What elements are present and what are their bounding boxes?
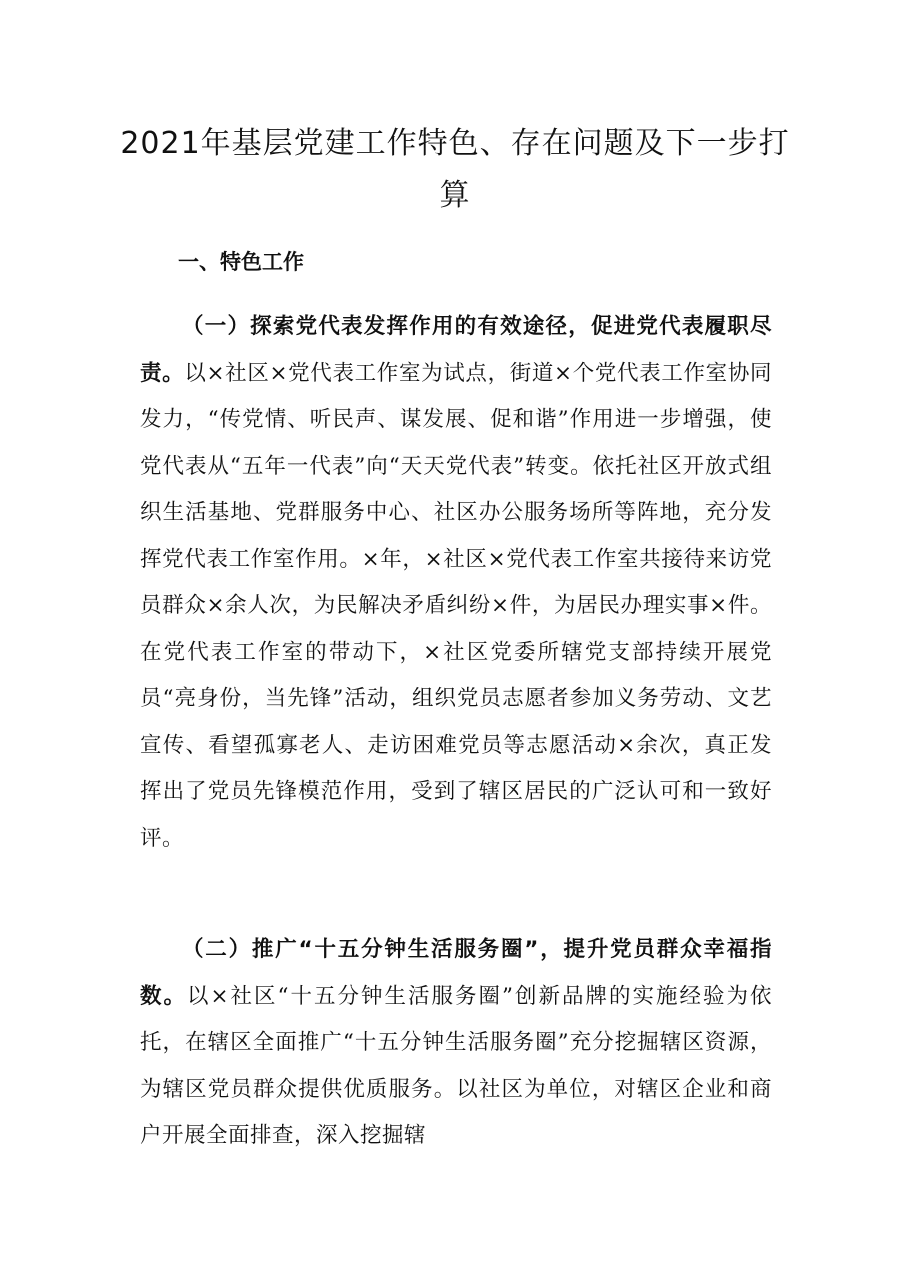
section-heading: 一、特色工作 xyxy=(178,250,304,274)
paragraph-2-body: 以×社区“十五分钟生活服务圈”创新品牌的实施经验为依托，在辖区全面推广“十五分钟生活服务圈”充分挖掘辖区资源，为辖区党员群众提供优质服务。以社区为单位，对辖区企业和商户开展全面排查，深入挖掘辖 xyxy=(140,983,772,1148)
paragraph-2 xyxy=(140,927,772,1160)
paragraph-1 xyxy=(140,304,772,862)
paragraph-1-body: 以×社区×党代表工作室为试点，街道×个党代表工作室协同发力，“传党情、听民声、谋发展、促和谐”作用进一步增强，使党代表从“五年一代表”向“天天党代表”转变。依托社区开放式组织生活基地、党群服务中心、社区办公服务场所等阵地，充分发挥党代表工作室作用。×年，×社区×党代表工作室共接待来访党员群众×余人次，为民解决矛盾纠纷×件，为居民办理实事×件。在党代表工作室的带动下，×社区党委所辖党支部持续开展党员“亮身份，当先锋”活动，组织党员志愿者参加义务劳动、文艺宣传、看望孤寡老人、走访困难党员等志愿活动×余次，真正发挥出了党员先锋模范作用，受到了辖区居民的广泛认可和一致好评。 xyxy=(140,360,772,851)
paragraph-1-lead: （一）探索党代表发挥作用的有效途径，促进党代表履职尽责。 xyxy=(140,314,772,386)
document-title: 2021年基层党建工作特色、存在问题及下一步打算 xyxy=(120,126,790,213)
paragraph-2-lead: （二）推广“十五分钟生活服务圈”，提升党员群众幸福指数。 xyxy=(140,937,772,1009)
